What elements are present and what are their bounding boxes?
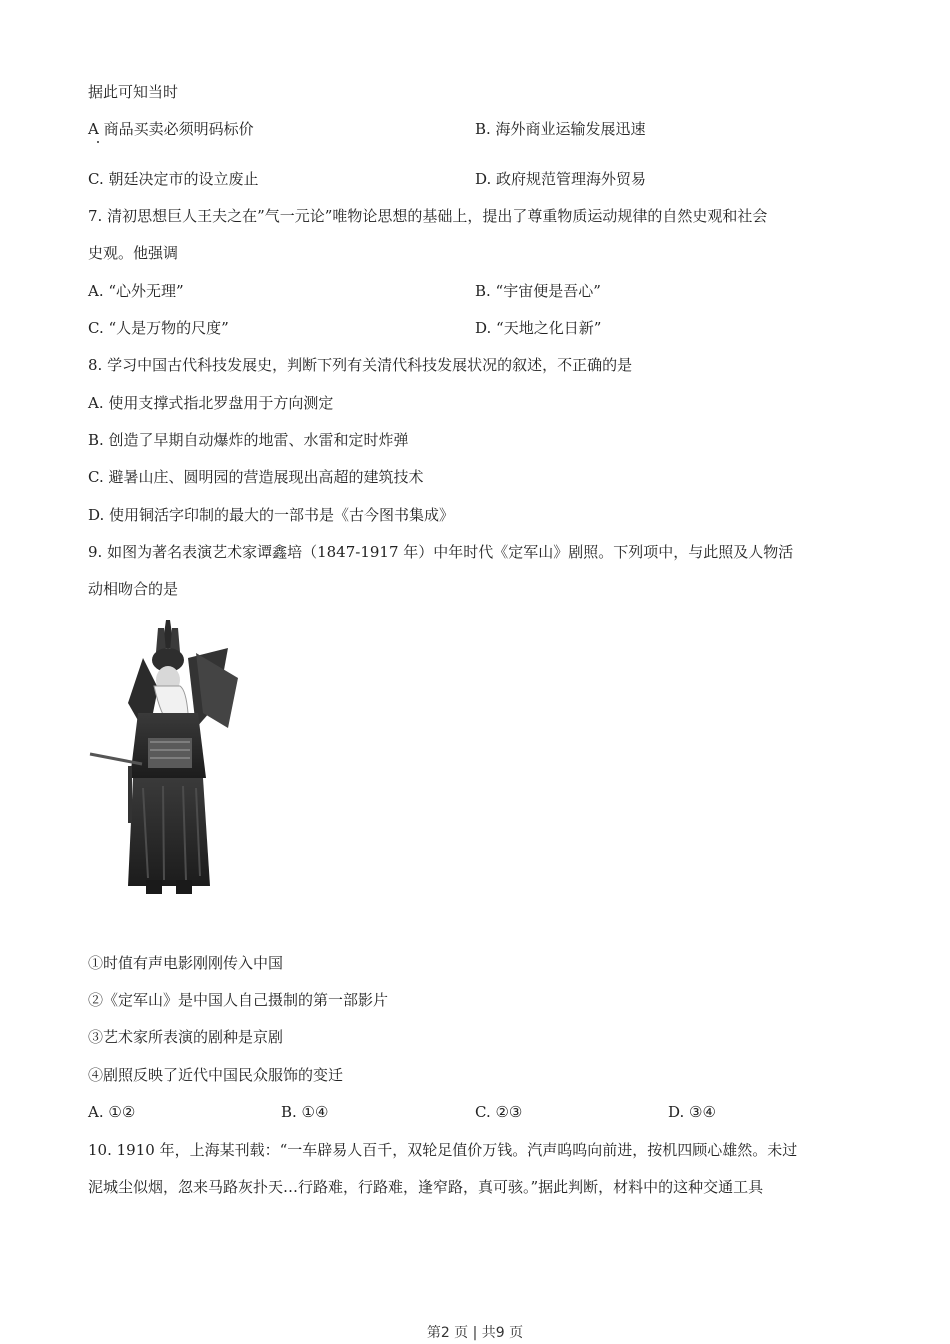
q6-option-a: A 商品买卖必须明码标价: [88, 120, 254, 138]
q9-statement-3: ③艺术家所表演的剧种是京剧: [88, 1028, 284, 1046]
opera-performer-photo: [88, 618, 248, 898]
page-footer: 第2 页 | 共9 页: [426, 1325, 524, 1341]
q7-option-c: C. “人是万物的尺度”: [88, 319, 229, 337]
q6-option-c: C. 朝廷决定市的设立废止: [88, 170, 259, 188]
q9-stem-line2: 动相吻合的是: [88, 580, 179, 598]
q7-option-a: A. “心外无理”: [88, 282, 184, 300]
q8-option-c: C. 避暑山庄、圆明园的营造展现出高超的建筑技术: [88, 468, 424, 486]
q9-statement-4: ④剧照反映了近代中国民众服饰的变迁: [88, 1066, 344, 1084]
q8-option-b: B. 创造了早期自动爆炸的地雷、水雷和定时炸弹: [88, 431, 409, 449]
q9-statement-2: ②《定军山》是中国人自己摄制的第一部影片: [88, 991, 389, 1009]
q9-option-c: C. ②③: [475, 1103, 523, 1121]
stray-dot: [97, 141, 99, 143]
q6-option-d: D. 政府规范管理海外贸易: [475, 170, 647, 188]
q7-stem-line1: 7. 清初思想巨人王夫之在”气一元论”唯物论思想的基础上，提出了尊重物质运动规律的自然史观和社会: [88, 207, 768, 225]
q9-option-d: D. ③④: [668, 1103, 716, 1121]
q10-stem-line1: 10. 1910 年，上海某刊载：“一车辟易人百千，双轮足值价万钱。汽声呜呜向前进，按机四顾心雄然。未过: [88, 1141, 798, 1159]
q9-option-a: A. ①②: [88, 1103, 136, 1121]
q7-option-d: D. “天地之化日新”: [475, 319, 602, 337]
question-stem-continuation: 据此可知当时: [88, 83, 179, 101]
q8-option-a: A. 使用支撑式指北罗盘用于方向测定: [88, 394, 334, 412]
q9-statement-1: ①时值有声电影刚刚传入中国: [88, 954, 284, 972]
q6-option-b: B. 海外商业运输发展迅速: [475, 120, 646, 138]
q8-stem: 8. 学习中国古代科技发展史，判断下列有关清代科技发展状况的叙述，不正确的是: [88, 356, 633, 374]
q9-stem-line1: 9. 如图为著名表演艺术家谭鑫培（1847-1917 年）中年时代《定军山》剧照。下列项中，与此照及人物活: [88, 543, 794, 561]
q10-stem-line2: 泥城尘似烟，忽来马路灰扑天…行路难，行路难，逢窄路，真可骇。”据此判断，材料中的这种交通工具: [88, 1178, 764, 1196]
q7-option-b: B. “宇宙便是吾心”: [475, 282, 601, 300]
q7-stem-line2: 史观。他强调: [88, 244, 179, 262]
q9-option-b: B. ①④: [281, 1103, 329, 1121]
q8-option-d: D. 使用铜活字印制的最大的一部书是《古今图书集成》: [88, 506, 455, 524]
